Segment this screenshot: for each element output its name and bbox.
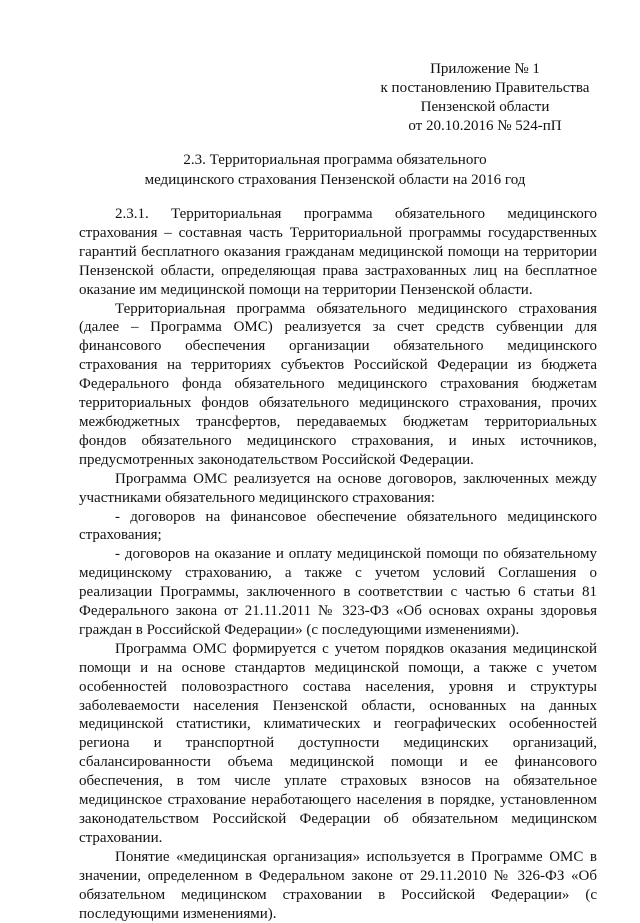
paragraph: 2.3.1. Территориальная программа обязательного медицинского страхования – составная часть Территориальной программы государственных гарантий бесплатного оказания гражданам медицинской помощи на территории Пензенской области, определяющая права застрахованных лиц на бесплатное оказание им медицинской помощи на территории Пензенской области. bbox=[79, 206, 597, 298]
paragraph: Программа ОМС формируется с учетом порядков оказания медицинской помощи и на основе стандартов медицинской помощи, а также с учетом особенностей половозрастного состава населения, уровня и структуры заболеваемости населения Пензенской области, основанных на данных медицинской статистики, климатических и географических особенностей региона и транспортной доступности медицинских организаций, сбалансированности объема медицинской помощи и ее финансового обеспечения, в том числе уплате страховых взносов на обязательное медицинское страхование неработающего населения в порядке, установленном законодательством Российской Федерации об обязательном медицинском страховании. bbox=[79, 640, 597, 846]
section-title-line-1: 2.3. Территориальная программа обязательного bbox=[183, 152, 487, 168]
paragraph: Понятие «медицинская организация» используется в Программе ОМС в значении, определенном в Федеральном законе от 29.11.2010 № 326-ФЗ «Об обязательном медицинском страховании в Российской Федерации» (с последующими изменениями). bbox=[79, 848, 597, 922]
appendix-resolution-line: к постановлению Правительства bbox=[380, 80, 590, 96]
section-title-line-2: медицинского страхования Пензенской области на 2016 год bbox=[144, 172, 526, 188]
appendix-number: Приложение № 1 bbox=[430, 61, 540, 77]
section-title bbox=[60, 150, 610, 190]
list-item: - договоров на финансовое обеспечение обязательного медицинского страхования; bbox=[79, 508, 597, 544]
paragraph: Программа ОМС реализуется на основе договоров, заключенных между участниками обязательного медицинского страхования: bbox=[79, 470, 597, 506]
list-item: - договоров на оказание и оплату медицинской помощи по обязательному медицинскому страхованию, а также с учетом условий Соглашения о реализации Программы, заключенного в соответствии с частью 6 статьи 81 Федерального закона от 21.11.2011 № 323-ФЗ «Об основах охраны здоровья граждан в Российской Федерации» (с последующими изменениями). bbox=[79, 546, 597, 638]
appendix-header bbox=[360, 60, 610, 136]
appendix-region-line: Пензенской области bbox=[420, 99, 550, 115]
appendix-date-line: от 20.10.2016 № 524-пП bbox=[408, 118, 562, 134]
paragraph: Территориальная программа обязательного медицинского страхования (далее – Программа ОМС) реализуется за счет средств субвенции для финансового обеспечения организации обязательного медицинского страхования на территориях субъектов Российской Федерации из бюджета Федерального фонда обязательного медицинского страхования бюджетам территориальных фондов обязательного медицинского страхования, прочих межбюджетных трансфертов, передаваемых бюджетам территориальных фондов обязательного медицинского страхования, и иных источников, предусмотренных законодательством Российской Федерации. bbox=[79, 300, 597, 468]
document-body bbox=[79, 205, 597, 923]
